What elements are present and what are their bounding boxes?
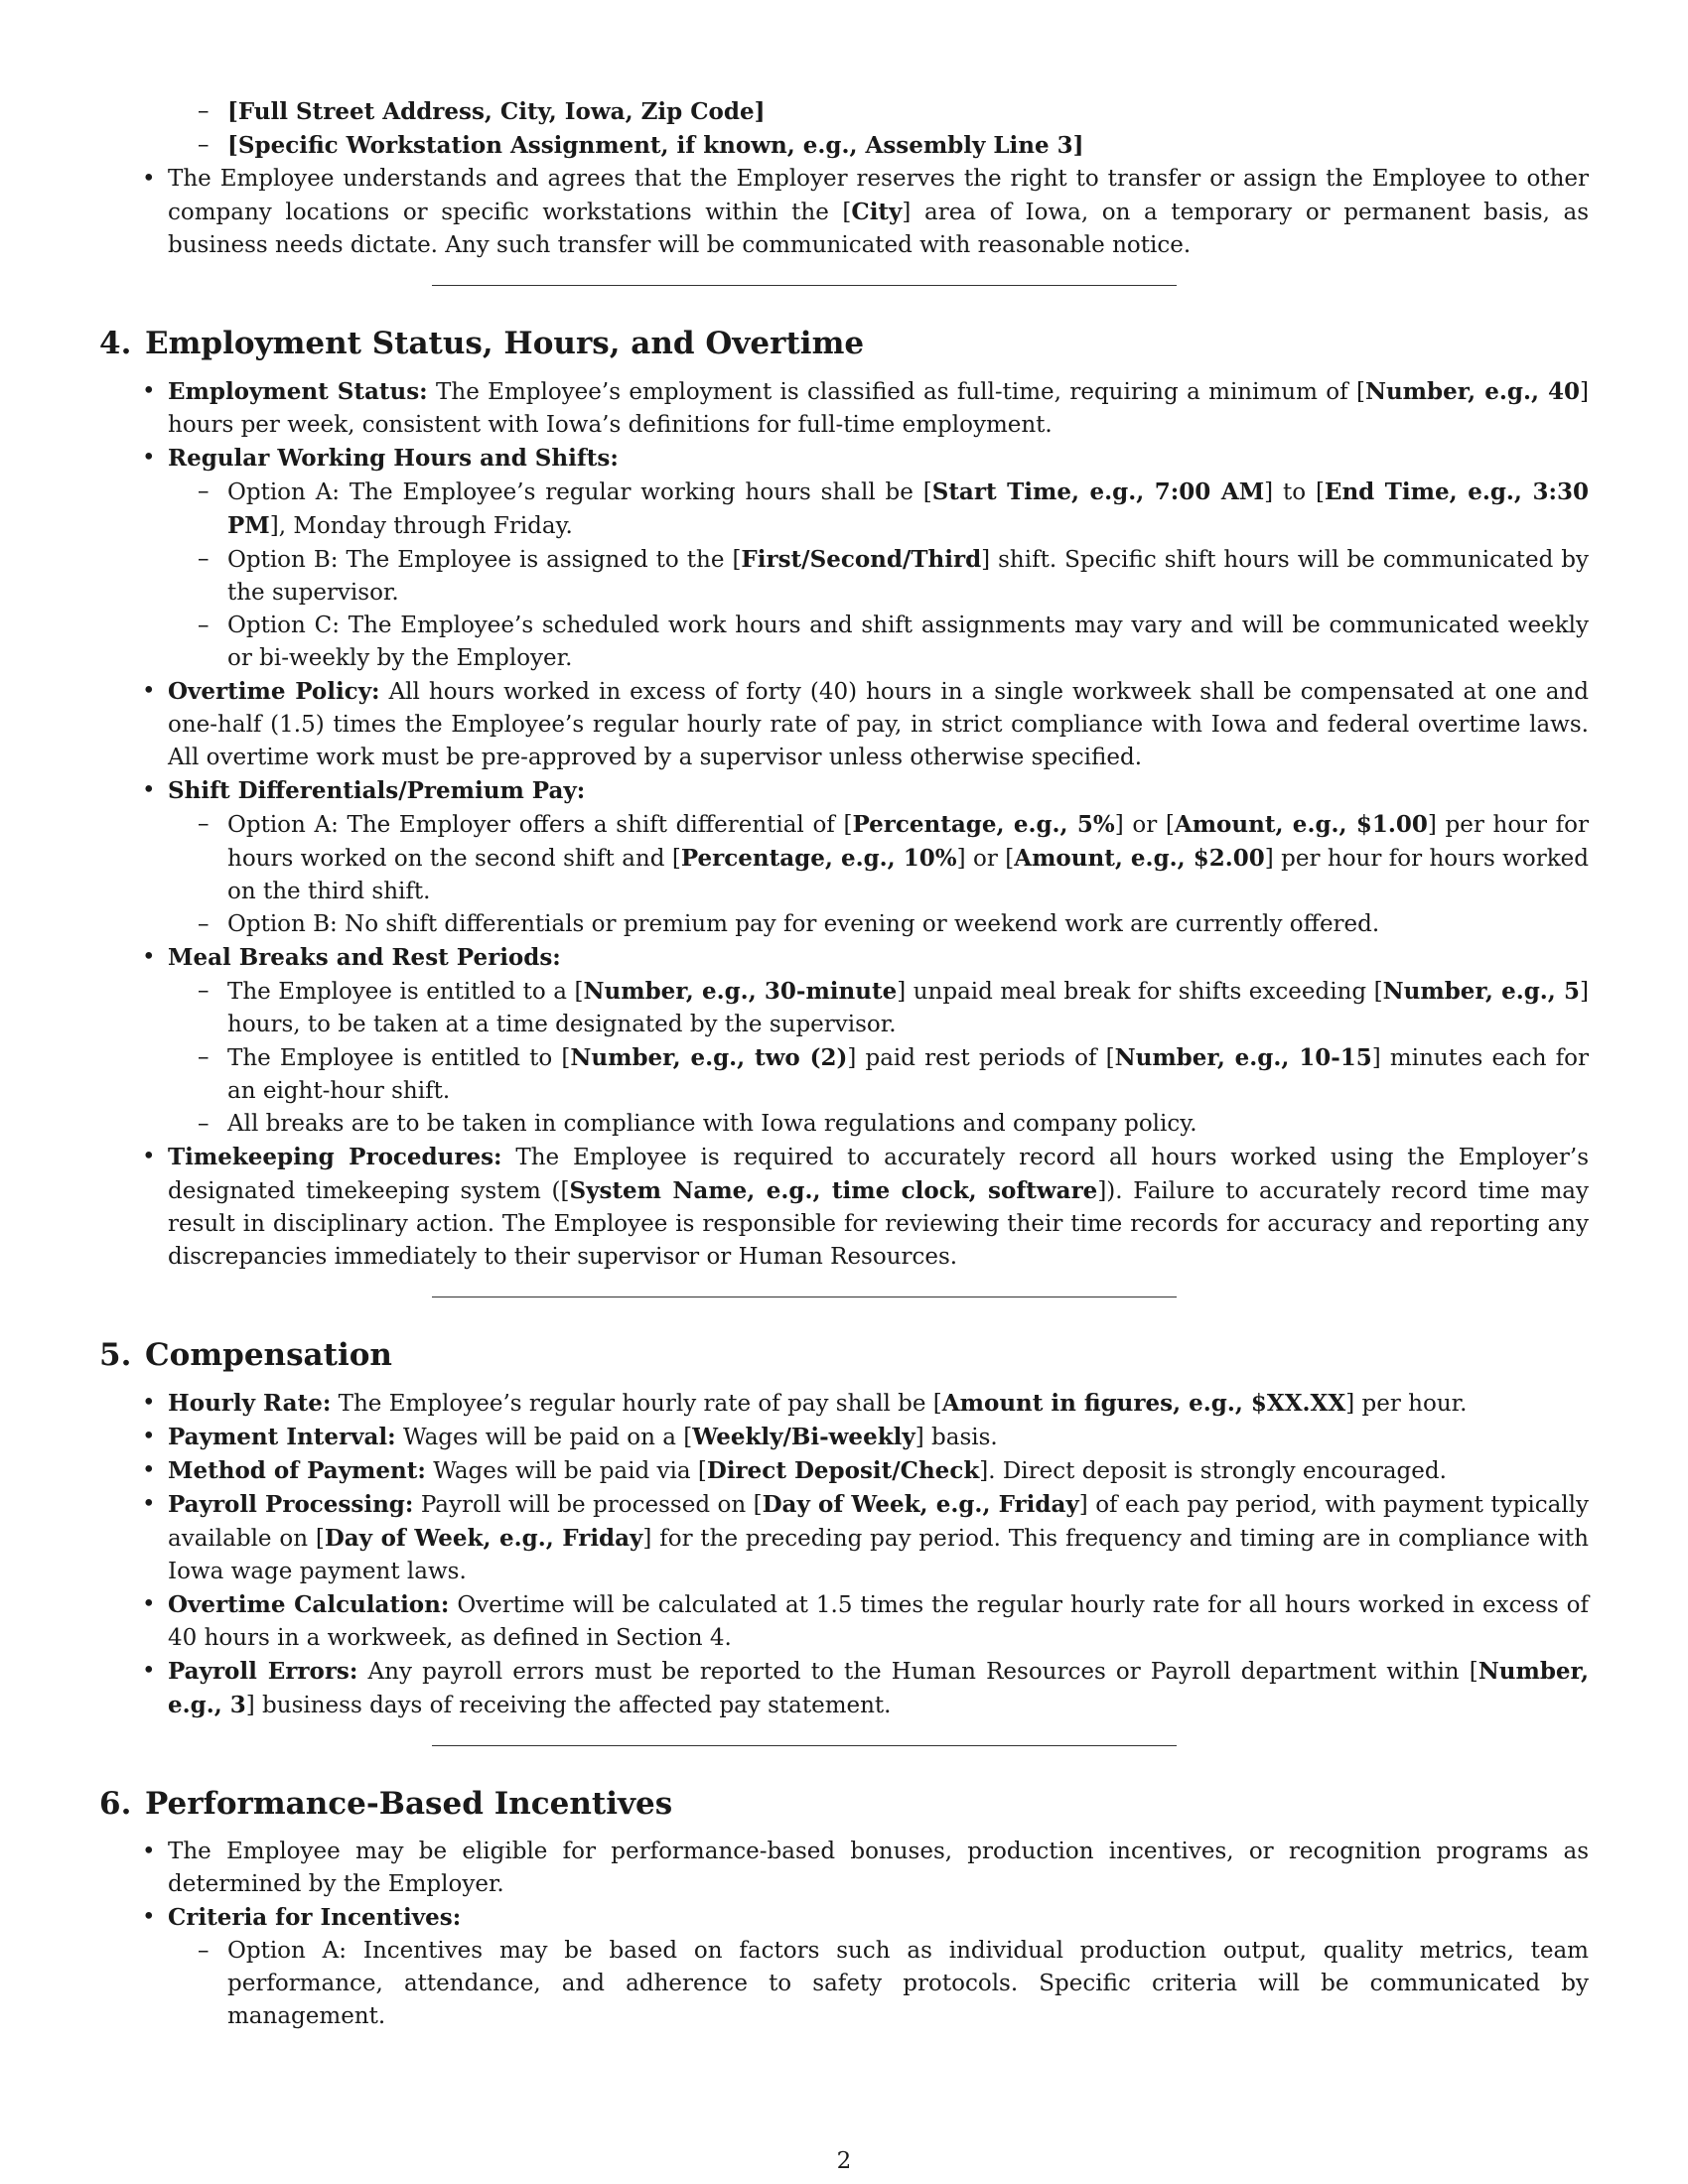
list-item: – Option C: The Employee’s scheduled work hours and shift assignments may vary and will be communicated weekly or bi-weekly by the Employer. <box>168 610 1589 675</box>
section-heading-4: 4. Employment Status, Hours, and Overtime <box>99 326 865 361</box>
payment-interval-item: • Payment Interval: Wages will be paid on a [Weekly/Bi-weekly] basis. <box>99 1421 1589 1454</box>
location-sublist <box>99 95 1589 163</box>
section-divider <box>432 285 1177 286</box>
overtime-calculation-item: • Overtime Calculation: Overtime will be calculated at 1.5 times the regular hourly rate for all hours worked in excess of 40 hours in a workweek, as defined in Section 4. <box>99 1588 1589 1655</box>
list-item: – The Employee is entitled to [Number, e.g., two (2)] paid rest periods of [Number, e.g., 10-15] minutes each for an eight-hour shift. <box>168 1041 1589 1108</box>
list-item: – Option A: Incentives may be based on factors such as individual production output, quality metrics, team performance, attendance, and adherence to safety protocols. Specific criteria will be communicated by management. <box>168 1935 1589 2033</box>
payment-method-item: • Method of Payment: Wages will be paid via [Direct Deposit/Check]. Direct deposit is strongly encouraged. <box>99 1454 1589 1488</box>
section-heading-5: 5. Compensation <box>99 1337 392 1373</box>
timekeeping-item: • Timekeeping Procedures: The Employee is required to accurately record all hours worked using the Employer’s designated timekeeping system ([System Name, e.g., time clock, software]). Failure to accurately record time may result in disciplinary action. The Employee is responsible for reviewing their time records for accuracy and reporting any discrepancies immediately to their supervisor or Human Resources. <box>99 1141 1589 1274</box>
transfer-clause: • The Employee understands and agrees that the Employer reserves the right to transfer or assign the Employee to other company locations or specific workstations within the [City] area of Iowa, on a temporary or permanent basis, as business needs dictate. Any such transfer will be communicated with reasonable notice. <box>99 163 1589 262</box>
section-5-list <box>99 1387 1589 1722</box>
page-number: 2 <box>836 2148 852 2174</box>
list-item: – The Employee is entitled to a [Number, e.g., 30-minute] unpaid meal break for shifts exceeding [Number, e.g., 5] hours, to be taken at a time designated by the supervisor. <box>168 975 1589 1041</box>
overtime-policy-item: • Overtime Policy: All hours worked in excess of forty (40) hours in a single workweek shall be compensated at one and one-half (1.5) times the Employee’s regular hourly rate of pay, in strict compliance with Iowa and federal overtime laws. All overtime work must be pre-approved by a supervisor unless otherwise specified. <box>99 675 1589 774</box>
meal-breaks-item: • Meal Breaks and Rest Periods: – The Employee is entitled to a [Number, e.g., 30-minute] unpaid meal break for shifts exceeding [Number, e.g., 5] hours, to be taken at a time designated by the supervisor. – The Employee is entitled to [Number, e.g., two (2)] paid rest periods of [Number, e.g., 10-15] minutes each for an eight-hour shift. – All breaks are to be taken in compliance with Iowa regulations and company policy. <box>99 941 1589 1141</box>
incentive-criteria-item: • Criteria for Incentives: – Option A: Incentives may be based on factors such as individual production output, quality metrics, team performance, attendance, and adherence to safety protocols. Specific criteria will be communicated by management. <box>99 1901 1589 2033</box>
incentives-intro-item: • The Employee may be eligible for performance-based bonuses, production incentives, or recognition programs as determined by the Employer. <box>99 1836 1589 1901</box>
list-item: – Option A: The Employer offers a shift differential of [Percentage, e.g., 5%] or [Amount, e.g., $1.00] per hour for hours worked on the second shift and [Percentage, e.g., 10%] or [Amount, e.g., $2.00] per hour for hours worked on the third shift. <box>168 808 1589 908</box>
working-hours-item: • Regular Working Hours and Shifts: – Option A: The Employee’s regular working hours shall be [Start Time, e.g., 7:00 AM] to [End Time, e.g., 3:30 PM], Monday through Friday. – Option B: The Employee is assigned to the [First/Second/Third] shift. Specific shift hours will be communicated by the supervisor. – Option C: The Employee’s scheduled work hours and shift assignments may vary and will be communicated weekly or bi-weekly by the Employer. <box>99 442 1589 675</box>
section-4-list <box>99 375 1589 1274</box>
payroll-errors-item: • Payroll Errors: Any payroll errors must be reported to the Human Resources or Payroll department within [Number, e.g., 3] business days of receiving the affected pay statement. <box>99 1655 1589 1722</box>
payroll-processing-item: • Payroll Processing: Payroll will be processed on [Day of Week, e.g., Friday] of each pay period, with payment typically available on [Day of Week, e.g., Friday] for the preceding pay period. This frequency and timing are in compliance with Iowa wage payment laws. <box>99 1488 1589 1588</box>
list-item: – All breaks are to be taken in compliance with Iowa regulations and company policy. <box>168 1108 1589 1141</box>
document-page <box>99 95 1589 2033</box>
list-item: – Option B: No shift differentials or premium pay for evening or weekend work are currently offered. <box>168 908 1589 941</box>
transfer-list <box>99 163 1589 262</box>
list-item: – [Specific Workstation Assignment, if known, e.g., Assembly Line 3] <box>99 129 1589 163</box>
shift-differentials-item: • Shift Differentials/Premium Pay: – Option A: The Employer offers a shift differential of [Percentage, e.g., 5%] or [Amount, e.g., $1.00] per hour for hours worked on the second shift and [Percentage, e.g., 10%] or [Amount, e.g., $2.00] per hour for hours worked on the third shift. – Option B: No shift differentials or premium pay for evening or weekend work are currently offered. <box>99 774 1589 941</box>
section-heading-6: 6. Performance-Based Incentives <box>99 1786 673 1822</box>
employment-status-item: • Employment Status: The Employee’s employment is classified as full-time, requiring a minimum of [Number, e.g., 40] hours per week, consistent with Iowa’s definitions for full-time employment. <box>99 375 1589 442</box>
list-item: – Option A: The Employee’s regular working hours shall be [Start Time, e.g., 7:00 AM] to [End Time, e.g., 3:30 PM], Monday through Friday. <box>168 476 1589 543</box>
hourly-rate-item: • Hourly Rate: The Employee’s regular hourly rate of pay shall be [Amount in figures, e.g., $XX.XX] per hour. <box>99 1387 1589 1421</box>
list-item: – Option B: The Employee is assigned to the [First/Second/Third] shift. Specific shift hours will be communicated by the supervisor. <box>168 543 1589 610</box>
list-item: – [Full Street Address, City, Iowa, Zip Code] <box>99 95 1589 129</box>
section-divider <box>432 1745 1177 1746</box>
section-6-list <box>99 1836 1589 2033</box>
